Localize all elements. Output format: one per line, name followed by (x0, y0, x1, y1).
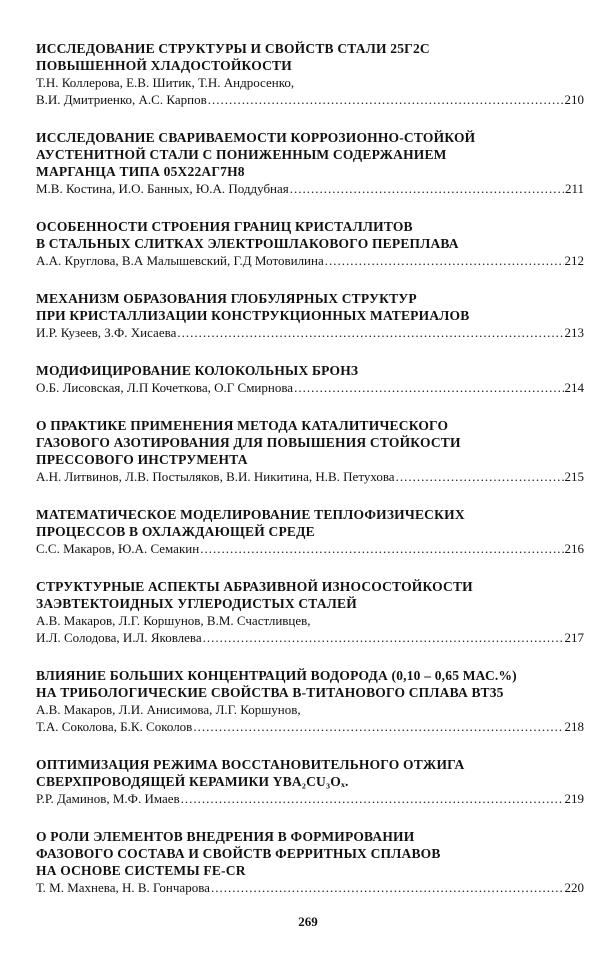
dot-leader (200, 540, 563, 557)
article-title-line: О ПРАКТИКЕ ПРИМЕНЕНИЯ МЕТОДА КАТАЛИТИЧЕСКОГО (36, 418, 449, 433)
article-title-line: СТРУКТУРНЫЕ АСПЕКТЫ АБРАЗИВНОЙ ИЗНОСОСТОЙКОСТИ (36, 579, 473, 594)
article-title-line: НА ТРИБОЛОГИЧЕСКИЕ СВОЙСТВА Β-ТИТАНОВОГО СПЛАВА ВТ35 (36, 685, 504, 700)
toc-entry (36, 417, 584, 485)
article-authors: О.Б. Лисовская, Л.П Кочеткова, О.Г Смирнова (36, 380, 294, 395)
dot-leader (290, 180, 564, 197)
article-authors-line (36, 718, 584, 735)
dot-leader (203, 629, 564, 646)
article-title (36, 506, 584, 540)
article-authors: С.С. Макаров, Ю.А. Семакин (36, 541, 200, 556)
dot-leader (396, 468, 564, 485)
article-authors-line (36, 91, 584, 108)
dot-leader (211, 879, 564, 896)
dot-leader (177, 324, 563, 341)
article-title (36, 417, 584, 468)
article-authors-line (36, 468, 584, 485)
toc-entry (36, 129, 584, 197)
article-authors: А.В. Макаров, Л.И. Анисимова, Л.Г. Коршунов, (36, 702, 301, 717)
article-title-line: НА ОСНОВЕ СИСТЕМЫ FE-CR (36, 863, 246, 878)
article-authors-line (36, 790, 584, 807)
article-page-number: 213 (564, 325, 584, 340)
article-title-line: ПРОЦЕССОВ В ОХЛАЖДАЮЩЕЙ СРЕДЕ (36, 524, 315, 539)
article-page-number: 212 (564, 253, 584, 268)
article-page-number: 210 (564, 92, 584, 107)
article-title-line: АУСТЕНИТНОЙ СТАЛИ С ПОНИЖЕННЫМ СОДЕРЖАНИЕМ (36, 147, 447, 162)
article-page-number: 220 (564, 880, 584, 895)
article-title (36, 828, 584, 879)
article-authors: А.А. Круглова, В.А Малышевский, Г.Д Мотовилина (36, 253, 324, 268)
article-page-number: 218 (564, 719, 584, 734)
article-title (36, 362, 584, 379)
article-title-line: ПОВЫШЕННОЙ ХЛАДОСТОЙКОСТИ (36, 58, 292, 73)
article-authors: И.Л. Солодова, И.Л. Яковлева (36, 630, 202, 645)
page-number: 269 (298, 914, 318, 929)
article-title (36, 756, 584, 790)
article-title-line: ИССЛЕДОВАНИЕ СВАРИВАЕМОСТИ КОРРОЗИОННО-СТОЙКОЙ (36, 130, 476, 145)
dot-leader (193, 718, 563, 735)
article-page-number: 211 (564, 181, 584, 196)
toc-entry (36, 290, 584, 341)
article-authors: А.Н. Литвинов, Л.В. Постыляков, В.И. Никитина, Н.В. Петухова (36, 469, 395, 484)
article-authors-line (36, 252, 584, 269)
article-authors: Р.Р. Даминов, М.Ф. Имаев (36, 791, 180, 806)
article-title (36, 578, 584, 612)
toc-entry (36, 578, 584, 646)
dot-leader (181, 790, 564, 807)
article-authors-line (36, 180, 584, 197)
dot-leader (325, 252, 564, 269)
article-title-line: ОСОБЕННОСТИ СТРОЕНИЯ ГРАНИЦ КРИСТАЛЛИТОВ (36, 219, 413, 234)
article-authors-line (36, 324, 584, 341)
article-title-line: О РОЛИ ЭЛЕМЕНТОВ ВНЕДРЕНИЯ В ФОРМИРОВАНИИ (36, 829, 415, 844)
article-page-number: 215 (564, 469, 584, 484)
article-title-line: ВЛИЯНИЕ БОЛЬШИХ КОНЦЕНТРАЦИЙ ВОДОРОДА (0,10 – 0,65 МАС.%) (36, 668, 517, 683)
article-authors-line (36, 629, 584, 646)
article-title (36, 290, 584, 324)
article-title-line: МОДИФИЦИРОВАНИЕ КОЛОКОЛЬНЫХ БРОНЗ (36, 363, 359, 378)
dot-leader (294, 379, 563, 396)
article-authors: Т. М. Махнева, Н. В. Гончарова (36, 880, 210, 895)
article-title-line: ПРЕССОВОГО ИНСТРУМЕНТА (36, 452, 248, 467)
article-title (36, 129, 584, 180)
article-title (36, 667, 584, 701)
article-title-line: ОПТИМИЗАЦИЯ РЕЖИМА ВОССТАНОВИТЕЛЬНОГО ОТЖИГА (36, 757, 465, 772)
article-authors: В.И. Дмитриенко, А.С. Карпов (36, 92, 207, 107)
article-title-line: МАРГАНЦА ТИПА 05Х22АГ7Н8 (36, 164, 245, 179)
article-title-line: ФАЗОВОГО СОСТАВА И СВОЙСТВ ФЕРРИТНЫХ СПЛАВОВ (36, 846, 441, 861)
dot-leader (208, 91, 564, 108)
toc-entry (36, 40, 584, 108)
article-title (36, 218, 584, 252)
article-authors-line (36, 540, 584, 557)
article-page-number: 216 (564, 541, 584, 556)
article-authors: И.Р. Кузеев, З.Ф. Хисаева (36, 325, 177, 340)
article-title-line: В СТАЛЬНЫХ СЛИТКАХ ЭЛЕКТРОШЛАКОВОГО ПЕРЕПЛАВА (36, 236, 459, 251)
article-title-line: МАТЕМАТИЧЕСКОЕ МОДЕЛИРОВАНИЕ ТЕПЛОФИЗИЧЕСКИХ (36, 507, 465, 522)
article-authors: Т.А. Соколова, Б.К. Соколов (36, 719, 193, 734)
toc-entry (36, 756, 584, 807)
article-authors-line (36, 379, 584, 396)
table-of-contents (36, 40, 584, 917)
article-title-line: ЗАЭВТЕКТОИДНЫХ УГЛЕРОДИСТЫХ СТАЛЕЙ (36, 596, 357, 611)
article-authors: А.В. Макаров, Л.Г. Коршунов, В.М. Счастливцев, (36, 613, 311, 628)
article-authors: Т.Н. Коллерова, Е.В. Шитик, Т.Н. Андросенко, (36, 75, 295, 90)
article-title-line: ГАЗОВОГО АЗОТИРОВАНИЯ ДЛЯ ПОВЫШЕНИЯ СТОЙКОСТИ (36, 435, 461, 450)
toc-entry (36, 667, 584, 735)
article-page-number: 217 (564, 630, 584, 645)
article-title-line: СВЕРХПРОВОДЯЩЕЙ КЕРАМИКИ YBA₂CU₃Oₓ. (36, 774, 349, 789)
article-page-number: 219 (564, 791, 584, 806)
article-page-number: 214 (564, 380, 584, 395)
article-authors-line (36, 879, 584, 896)
article-title-line: МЕХАНИЗМ ОБРАЗОВАНИЯ ГЛОБУЛЯРНЫХ СТРУКТУР (36, 291, 417, 306)
article-title (36, 40, 584, 74)
article-title-line: ПРИ КРИСТАЛЛИЗАЦИИ КОНСТРУКЦИОННЫХ МАТЕРИАЛОВ (36, 308, 470, 323)
toc-entry (36, 828, 584, 896)
toc-entry (36, 362, 584, 396)
article-title-line: ИССЛЕДОВАНИЕ СТРУКТУРЫ И СВОЙСТВ СТАЛИ 25Г2С (36, 41, 430, 56)
article-authors: М.В. Костина, И.О. Банных, Ю.А. Поддубная (36, 181, 289, 196)
toc-entry (36, 506, 584, 557)
toc-entry (36, 218, 584, 269)
